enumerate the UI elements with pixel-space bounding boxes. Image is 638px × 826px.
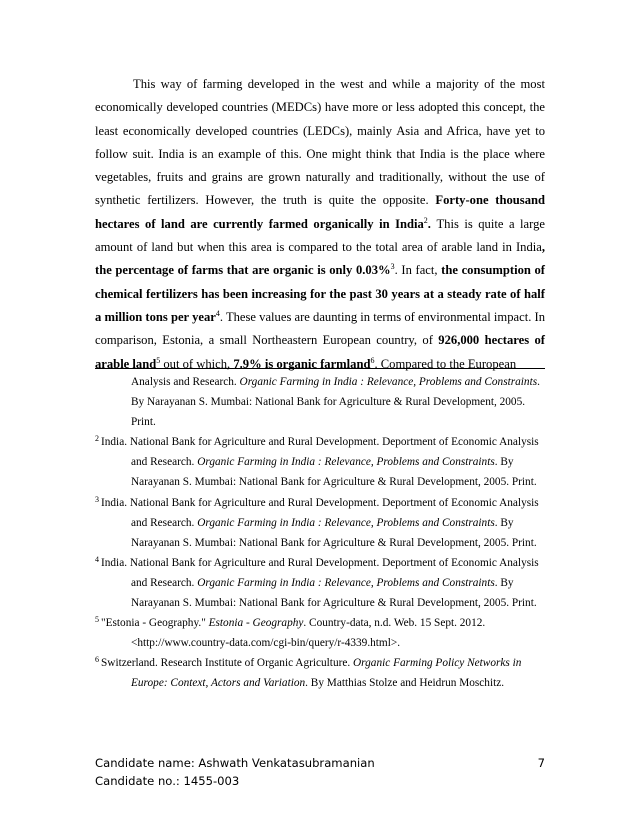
footnote-text: . By Narayanan S. Mumbai: National Bank for Agriculture & Rural Development, 2005. Print.	[131, 516, 537, 549]
footnote-3	[95, 493, 545, 553]
bold-text-run: Forty-one thousand hectares of land are currently farmed organically in India	[95, 193, 545, 231]
footnotes	[95, 372, 545, 694]
footnote-number: 6	[95, 655, 99, 665]
bold-text-run: the consumption of chemical fertilizers has been increasing for the past 30 years at a steady rate of half a million tons per year	[95, 263, 545, 324]
footnote-title: Estonia - Geography	[208, 617, 304, 630]
footnote-4	[95, 553, 545, 613]
footnote-text: . By Matthias Stolze and Heidrun Moschitz.	[305, 677, 505, 690]
bold-text-run: .	[427, 216, 437, 231]
footnote-separator	[95, 368, 545, 369]
footnote-text: . By Narayanan S. Mumbai: National Bank for Agriculture & Rural Development, 2005. Print.	[131, 456, 537, 489]
footnote-continued	[95, 372, 545, 432]
footnote-2	[95, 432, 545, 492]
footnote-text: Switzerland. Research Institute of Organic Agriculture.	[101, 657, 354, 670]
footnote-ref: 3	[390, 262, 395, 272]
footnote-text: . By Narayanan S. Mumbai: National Bank for Agriculture & Rural Development, 2005. Print.	[131, 376, 540, 429]
footnote-title: Organic Farming in India : Relevance, Problems and Constraints	[197, 516, 495, 529]
footnote-number: 2	[95, 434, 99, 444]
footnote-ref: 2	[423, 215, 428, 225]
footnote-5	[95, 613, 545, 653]
footnote-6	[95, 653, 545, 693]
footnote-title: Organic Farming in India : Relevance, Problems and Constraints	[197, 576, 495, 589]
footnote-title: Organic Farming in India : Relevance, Problems and Constraints	[197, 456, 495, 469]
footnote-number: 3	[95, 494, 99, 504]
footnote-text: India. National Bank for Agriculture and Rural Development. Deportment of Economic Analysis and Research.	[101, 436, 539, 469]
footnote-text: Analysis and Research.	[131, 376, 240, 388]
footnote-number: 5	[95, 615, 99, 625]
bold-text-run: 7.9% is organic farmland	[233, 356, 371, 371]
text-run: . In fact,	[394, 263, 442, 278]
footnote-text: India. National Bank for Agriculture and Rural Development. Deportment of Economic Analysis and Research.	[101, 556, 539, 589]
footnote-text: . Country-data, n.d. Web. 15 Sept. 2012. <http://www.country-data.com/cgi-bin/query/r-4339.html>.	[131, 617, 486, 650]
page-footer	[95, 755, 545, 790]
text-run: . These values are daunting in terms of environmental impact. In comparison, Estonia, a small Northeastern European country, of	[95, 309, 545, 348]
footnote-text: . By Narayanan S. Mumbai: National Bank for Agriculture & Rural Development, 2005. Print.	[131, 576, 537, 610]
footnote-text: India. National Bank for Agriculture and Rural Development. Deportment of Economic Analysis and Research.	[101, 496, 539, 529]
paragraph	[95, 73, 545, 376]
candidate-name: Candidate name: Ashwath Venkatasubramanian	[95, 756, 375, 770]
page-number: 7	[537, 756, 545, 770]
body-text	[95, 73, 545, 376]
footnote-ref: 6	[370, 355, 375, 365]
footnote-number: 4	[95, 554, 99, 564]
footnote-ref: 4	[215, 308, 220, 318]
text-run: This is quite a large amount of land but when this area is compared to the total area of arable land in India	[95, 216, 545, 255]
footnote-ref: 5	[156, 355, 161, 365]
footnote-title: Organic Farming Policy Networks in Europe: Context, Actors and Variation	[131, 657, 522, 690]
footnote-title: Organic Farming in India : Relevance, Problems and Constraints	[239, 376, 538, 388]
text-run: This way of farming developed in the west and while a majority of the most economically developed countries (MEDCs) have more or less adopted this concept, the least economically developed countries (LEDCs), mainly Asia and Africa, have yet to follow suit. India is an example of this. One might think that India is the place where vegetables, fruits and grains are grown naturally and traditionally, without the use of synthetic fertilizers. However, the truth is quite the opposite.	[95, 77, 545, 208]
bold-text-run: , the percentage of farms that are organic is only 0.03%	[95, 240, 545, 278]
text-run: . Compared to the European	[374, 356, 517, 371]
footnote-text: "Estonia - Geography."	[101, 617, 209, 630]
bold-text-run: 926,000 hectares of arable land	[95, 333, 545, 371]
candidate-number: Candidate no.: 1455-003	[95, 773, 240, 788]
text-run: out of which,	[160, 356, 234, 371]
